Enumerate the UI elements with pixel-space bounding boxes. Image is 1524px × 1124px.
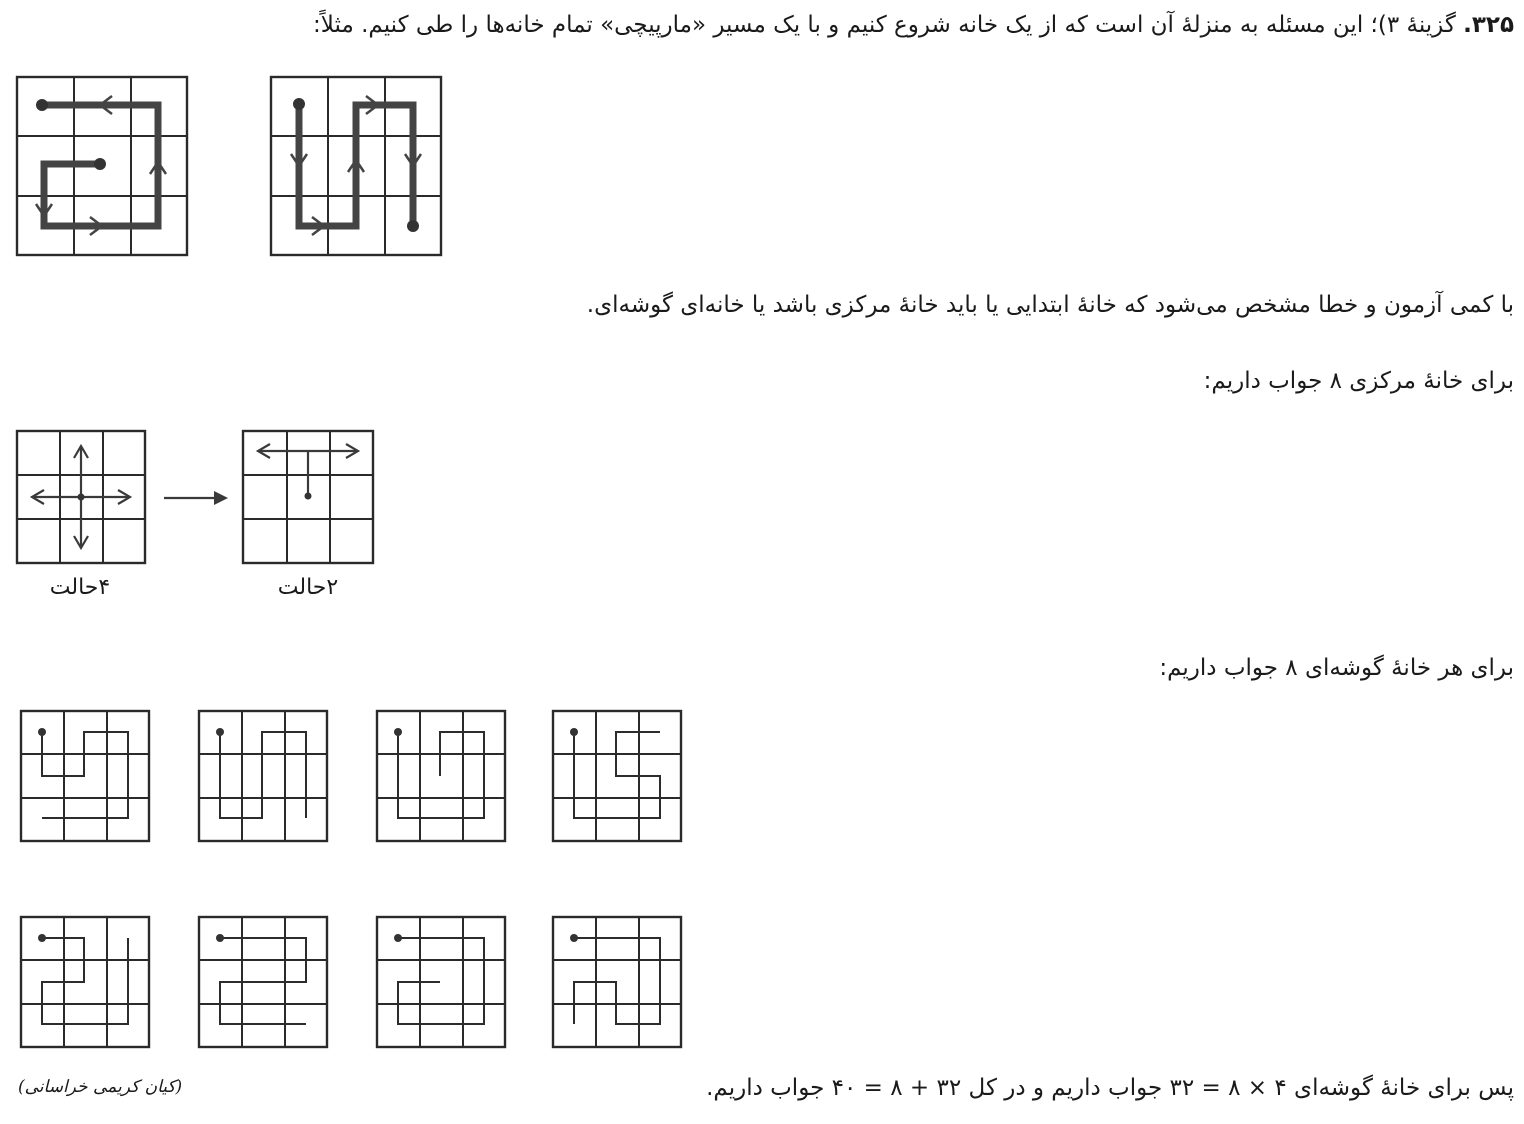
corner-solution-grid [198,710,328,842]
corner-solution-grid [376,916,506,1048]
problem-header [313,12,1514,38]
corner-solution-grid [198,916,328,1048]
corner-solution-grid [552,916,682,1048]
four-cases-label: ۴حالت [49,575,111,600]
conclusion-paragraph: پس برای خانهٔ گوشه‌ای ۴ × ۸ = ۳۲ جواب داریم و در کل ۳۲ + ۸ = ۴۰ جواب داریم. [706,1075,1514,1101]
corner-solution-grid [20,916,150,1048]
author-signature: (کیان کریمی خراسانی) [18,1077,183,1097]
arrow-right-icon [162,488,232,508]
corner-paragraph: برای هر خانهٔ گوشه‌ای ۸ جواب داریم: [1159,655,1514,681]
two-cases-label: ۲حالت [277,575,339,600]
center-two-cases-grid [242,430,374,564]
trial-paragraph: با کمی آزمون و خطا مشخص می‌شود که خانهٔ ابتدایی یا باید خانهٔ مرکزی باشد یا خانه‌ای گوشه‌ای. [586,292,1514,318]
example-snake-grid [270,76,442,256]
corner-solution-grid [376,710,506,842]
problem-intro: گزینهٔ ۳)؛ این مسئله به منزلهٔ آن است که از یک خانه شروع کنیم و با یک مسیر «مارپیچی» تمام خانه‌ها را طی کنیم. مثلاً: [313,12,1456,38]
center-four-directions-grid [16,430,146,564]
corner-solution-grid [552,710,682,842]
example-spiral-grid [16,76,188,256]
corner-solution-grid [20,710,150,842]
center-paragraph: برای خانهٔ مرکزی ۸ جواب داریم: [1203,368,1514,394]
problem-number: ۳۲۵. [1463,12,1514,38]
